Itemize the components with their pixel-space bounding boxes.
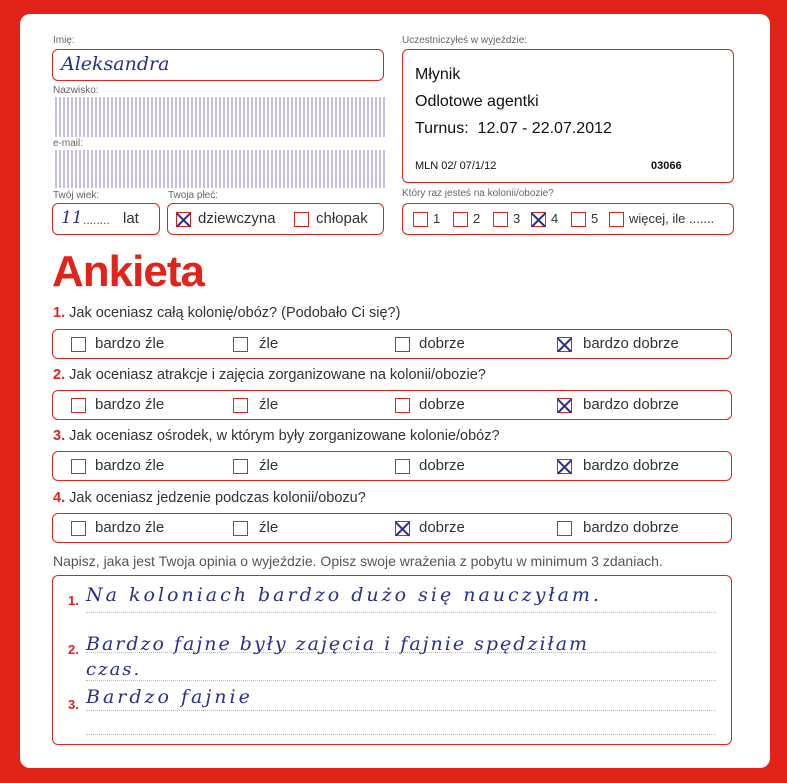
- q4-option-2-label: źle: [259, 519, 279, 536]
- q3-option-3-checkbox[interactable]: [395, 459, 410, 474]
- opinion-prompt: Napisz, jaka jest Twoja opinia o wyjeździe. Opisz swoje wrażenia z pobytu w minimum 3 zdaniach.: [53, 553, 663, 569]
- q4-option-3-checkbox[interactable]: [395, 521, 410, 536]
- question-3: [53, 428, 500, 444]
- q1-option-4-label: bardzo dobrze: [583, 335, 679, 352]
- q1-option-1-checkbox[interactable]: [71, 337, 86, 352]
- opinion-rule-3: [86, 680, 716, 681]
- q2-option-2-label: źle: [259, 396, 279, 413]
- turnus-label: Turnus:: [415, 120, 469, 137]
- opinion-line-2-number: 2.: [68, 642, 79, 657]
- surname-redacted: [55, 97, 385, 137]
- trip-label: Uczestniczyłeś w wyjeździe:: [402, 35, 528, 46]
- age-value: 11: [61, 208, 83, 228]
- q2-option-2-checkbox[interactable]: [233, 398, 248, 413]
- question-1-options: [52, 329, 732, 359]
- age-unit: lat: [123, 210, 139, 227]
- trip-box: [402, 49, 734, 183]
- trip-turnus: [415, 120, 612, 138]
- name-label: Imię:: [53, 35, 75, 46]
- opinion-rule-1: [86, 612, 716, 613]
- q4-option-1-checkbox[interactable]: [71, 521, 86, 536]
- name-value: Aleksandra: [61, 53, 170, 75]
- times-checkbox-more[interactable]: [609, 212, 624, 227]
- q2-option-1-checkbox[interactable]: [71, 398, 86, 413]
- times-option-1: 1: [433, 211, 441, 226]
- survey-title: Ankieta: [52, 247, 204, 296]
- q4-option-4-label: bardzo dobrze: [583, 519, 679, 536]
- opinion-line-1-number: 1.: [68, 593, 79, 608]
- question-2-number: 2.: [53, 367, 66, 383]
- q3-option-1-checkbox[interactable]: [71, 459, 86, 474]
- question-1-text: Jak oceniasz całą kolonię/obóz? (Podobało Ci się?): [69, 305, 401, 321]
- times-label: Który raz jesteś na kolonii/obozie?: [402, 188, 554, 199]
- question-4: [53, 490, 366, 506]
- question-4-text: Jak oceniasz jedzenie podczas kolonii/obozu?: [69, 490, 366, 506]
- gender-female-label: dziewczyna: [198, 210, 276, 227]
- question-1: [53, 305, 400, 321]
- opinion-line-2b-text: czas.: [86, 659, 142, 680]
- gender-male-checkbox[interactable]: [294, 212, 309, 227]
- turnus-dates: 12.07 - 22.07.2012: [477, 120, 612, 137]
- trip-place: Młynik: [415, 66, 461, 83]
- q1-option-2-label: źle: [259, 335, 279, 352]
- q4-option-1-label: bardzo źle: [95, 519, 165, 536]
- email-redacted: [55, 150, 385, 188]
- q2-option-3-checkbox[interactable]: [395, 398, 410, 413]
- gender-field: [167, 203, 384, 235]
- times-checkbox-4[interactable]: [531, 212, 546, 227]
- q2-option-1-label: bardzo źle: [95, 396, 165, 413]
- age-dots: ........: [83, 213, 110, 227]
- question-2: [53, 367, 486, 383]
- trip-name: Odlotowe agentki: [415, 93, 539, 110]
- question-3-options: [52, 451, 732, 481]
- times-option-5: 5: [591, 211, 599, 226]
- q1-option-3-label: dobrze: [419, 335, 465, 352]
- trip-code: MLN 02/ 07/1/12: [415, 160, 497, 172]
- q3-option-2-checkbox[interactable]: [233, 459, 248, 474]
- email-label: e-mail:: [53, 138, 84, 149]
- gender-label: Twoja płeć:: [168, 190, 219, 201]
- opinion-rule-4: [86, 710, 716, 711]
- q1-option-3-checkbox[interactable]: [395, 337, 410, 352]
- opinion-line-1-text: Na koloniach bardzo dużo się nauczyłam.: [86, 584, 602, 606]
- opinion-line-3-number: 3.: [68, 697, 79, 712]
- times-option-2: 2: [473, 211, 481, 226]
- times-option-4: 4: [551, 211, 559, 226]
- surname-label: Nazwisko:: [53, 85, 99, 96]
- gender-female-checkbox[interactable]: [176, 212, 191, 227]
- q3-option-4-label: bardzo dobrze: [583, 457, 679, 474]
- age-field[interactable]: [52, 203, 160, 235]
- q4-option-2-checkbox[interactable]: [233, 521, 248, 536]
- opinion-line-3-text: Bardzo fajnie: [86, 686, 253, 708]
- age-label: Twój wiek:: [53, 190, 100, 201]
- question-2-text: Jak oceniasz atrakcje i zajęcia zorganizowane na kolonii/obozie?: [69, 367, 486, 383]
- q2-option-3-label: dobrze: [419, 396, 465, 413]
- q2-option-4-label: bardzo dobrze: [583, 396, 679, 413]
- times-checkbox-1[interactable]: [413, 212, 428, 227]
- trip-number: 03066: [651, 160, 682, 172]
- q3-option-1-label: bardzo źle: [95, 457, 165, 474]
- question-4-number: 4.: [53, 490, 66, 506]
- opinion-rule-5: [86, 734, 716, 735]
- question-4-options: [52, 513, 732, 543]
- q1-option-1-label: bardzo źle: [95, 335, 165, 352]
- question-1-number: 1.: [53, 305, 66, 321]
- name-field[interactable]: [52, 49, 384, 81]
- times-option-3: 3: [513, 211, 521, 226]
- times-option-more: więcej, ile .......: [629, 211, 715, 226]
- question-3-number: 3.: [53, 428, 66, 444]
- q1-option-4-checkbox[interactable]: [557, 337, 572, 352]
- times-checkbox-5[interactable]: [571, 212, 586, 227]
- times-checkbox-3[interactable]: [493, 212, 508, 227]
- q1-option-2-checkbox[interactable]: [233, 337, 248, 352]
- times-field: [402, 203, 734, 235]
- opinion-line-2-text: Bardzo fajne były zajęcia i fajnie spędziłam: [86, 633, 590, 655]
- q3-option-4-checkbox[interactable]: [557, 459, 572, 474]
- q3-option-2-label: źle: [259, 457, 279, 474]
- q2-option-4-checkbox[interactable]: [557, 398, 572, 413]
- times-checkbox-2[interactable]: [453, 212, 468, 227]
- q4-option-4-checkbox[interactable]: [557, 521, 572, 536]
- gender-male-label: chłopak: [316, 210, 368, 227]
- question-2-options: [52, 390, 732, 420]
- question-3-text: Jak oceniasz ośrodek, w którym były zorganizowane kolonie/obóz?: [69, 428, 500, 444]
- q4-option-3-label: dobrze: [419, 519, 465, 536]
- q3-option-3-label: dobrze: [419, 457, 465, 474]
